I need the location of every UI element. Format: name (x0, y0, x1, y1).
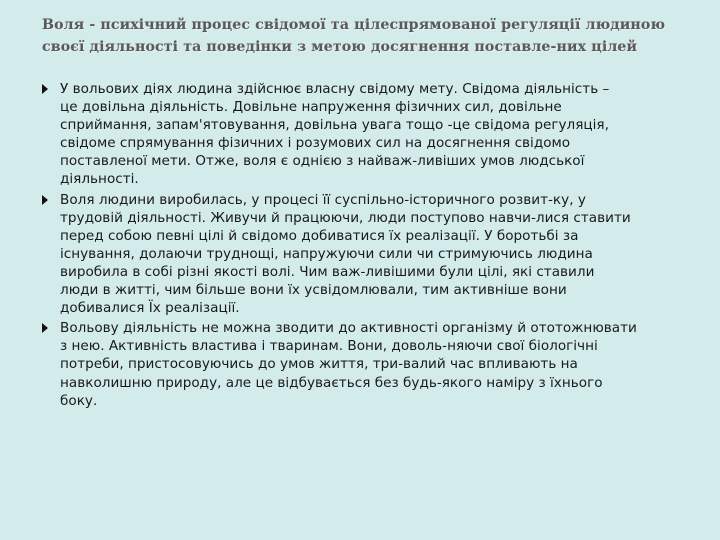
bullet-text-line: перед собою певні цілі й свідомо добиватися їх реалізації. У боротьбі за (60, 227, 579, 244)
triangle-bullet-icon (42, 323, 48, 333)
triangle-bullet-icon (42, 195, 48, 205)
bullet-text-line: Воля людини виробилась, у процесі її суспільно-історичного розвит-ку, у (60, 191, 586, 208)
bullet-text-line: навколишню природу, але це відбувається без будь-якого наміру з їхнього (60, 374, 603, 391)
triangle-bullet-icon (42, 84, 48, 94)
title-line: своєї діяльності та поведінки з метою досягнення поставле-них цілей (42, 39, 638, 55)
bullet-text-line: це довільна діяльність. Довільне напруження фізичних сил, довільне (60, 99, 562, 116)
bullet-item (40, 191, 700, 318)
bullet-text-line: з нею. Активність властива і тваринам. Вони, доволь-няючи свої біологічні (60, 338, 598, 355)
bullet-text-line: люди в житті, чим більше вони їх усвідомлювали, тим активніше вони (60, 282, 567, 299)
bullet-text-line: трудовій діяльності. Живучи й працюючи, люди поступово навчи-лися ставити (60, 209, 631, 226)
bullet-text-line: свідоме спрямування фізичних і розумових сил на досягнення свідомо (60, 135, 571, 152)
bullet-item (40, 80, 700, 189)
bullet-text-line: виробила в собі різні якості волі. Чим важ-ливішими були цілі, які ставили (60, 263, 595, 280)
bullet-text-line: існування, долаючи труднощі, напружуючи сили чи стримуючись людина (60, 245, 593, 262)
slide-title (42, 14, 702, 58)
bullet-text-line: потреби, пристосовуючись до умов життя, три-валий час впливають на (60, 356, 578, 373)
bullet-item (40, 319, 700, 409)
bullet-text-line: добивалися Їх реалізації. (60, 300, 240, 317)
bullet-list (40, 80, 700, 410)
bullet-text-line: боку. (60, 392, 98, 409)
bullet-text-line: сприймання, запам'ятовування, довільна увага тощо -це свідома регуляція, (60, 117, 609, 134)
bullet-text-line: поставленої мети. Отже, воля є однією з найваж-ливіших умов людської (60, 153, 585, 170)
bullet-text-line: Вольову діяльність не можна зводити до активності організму й ототожнювати (60, 320, 637, 337)
bullet-text-line: У вольових діях людина здійснює власну свідому мету. Свідома діяльність – (60, 81, 610, 97)
title-line: Воля - психічний процес свідомої та цілеспрямованої регуляції людиною (42, 17, 666, 33)
bullet-text-line: діяльності. (60, 171, 139, 188)
